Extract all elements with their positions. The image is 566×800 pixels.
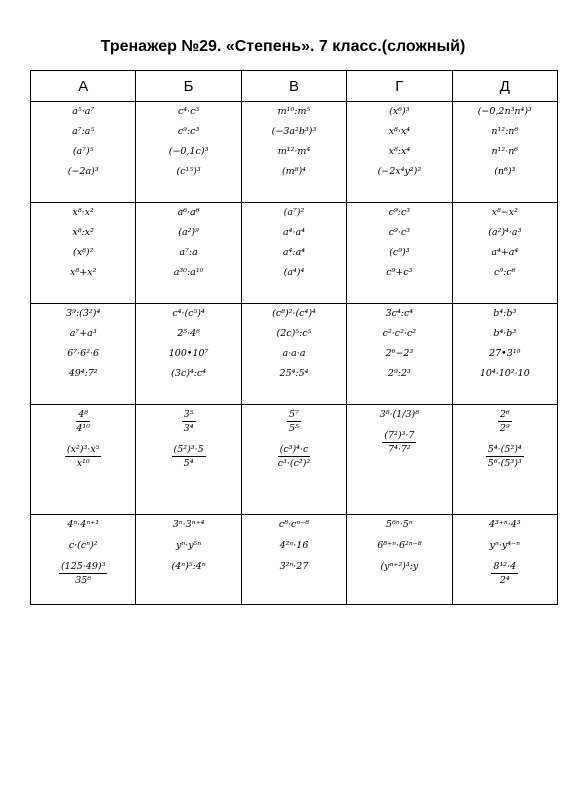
fraction-expression: [486, 444, 524, 469]
numerator: 8¹²·4: [493, 561, 517, 572]
table-cell: [452, 102, 557, 203]
table-cell: [347, 304, 452, 405]
numerator: 5⁴·(5²)⁴: [487, 444, 522, 455]
table-row: [31, 102, 558, 203]
expression: 3ⁿ·3ⁿ⁺⁴: [172, 519, 205, 530]
expression: 3c⁴:c⁴: [385, 308, 414, 319]
numerator: (5²)³·5: [173, 444, 204, 455]
fraction: [486, 444, 524, 469]
fraction-expression: [59, 561, 107, 586]
column-header-d: Д: [452, 71, 557, 102]
numerator: (c³)⁴·c: [279, 444, 309, 455]
cell-expressions: [136, 515, 240, 572]
expression: yⁿ·y⁵ⁿ: [175, 540, 202, 551]
fraction-expression: [287, 409, 301, 434]
fraction: [172, 444, 206, 469]
header-row: [31, 71, 558, 102]
expression: 5⁶ⁿ·5ⁿ: [386, 519, 413, 530]
expression: c⁸·cⁿ⁻⁸: [278, 519, 310, 530]
table-cell: [241, 515, 346, 605]
denominator: 5⁴: [183, 458, 194, 469]
numerator: 2⁶: [499, 409, 510, 420]
expression: x⁸+x²: [70, 267, 97, 278]
fraction: [182, 409, 196, 434]
expression: (2c)⁵:c⁵: [276, 328, 312, 339]
table-cell: [31, 405, 136, 515]
fraction-expression: [276, 444, 313, 469]
expression: a³⁰:a¹⁰: [173, 267, 204, 278]
denominator: 2⁴: [499, 575, 510, 586]
denominator: 7⁴·7²: [388, 444, 411, 455]
expression: c²·c²·c²: [382, 328, 417, 339]
numerator: 4⁸: [78, 409, 89, 420]
denominator: x¹⁰: [76, 458, 90, 469]
cell-expressions: [347, 304, 451, 379]
expression: c⁹:c³: [177, 126, 200, 137]
expression: (a²)⁹: [178, 227, 199, 238]
table-row: [31, 515, 558, 605]
expression: 6⁷·6²·6: [67, 348, 100, 359]
table-row: [31, 304, 558, 405]
table-row: [31, 405, 558, 515]
table-cell: [31, 203, 136, 304]
expression: c⁹:c³: [388, 207, 411, 218]
table-cell: [31, 102, 136, 203]
expression: a⁷:a⁵: [72, 126, 95, 137]
numerator: 5⁷: [289, 409, 299, 420]
table-cell: [347, 203, 452, 304]
table-cell: [241, 102, 346, 203]
table-cell: [136, 405, 241, 515]
expression: (−3a²b³)³: [271, 126, 317, 137]
expression: a⁶·a⁶: [177, 207, 200, 218]
page-title: Тренажер №29. «Степень». 7 класс.(сложный): [100, 38, 466, 55]
cell-expressions: [242, 515, 346, 572]
column-header-b: Б: [136, 71, 241, 102]
expression: 49⁴:7²: [68, 368, 98, 379]
expression: a⁷+a³: [69, 328, 97, 339]
expression: 3⁸·(1/3)⁸: [379, 409, 420, 420]
table-cell: [136, 203, 241, 304]
expression: 27•3¹⁰: [489, 348, 521, 359]
expression: (m⁸)⁴: [281, 166, 306, 177]
cell-expressions: [136, 203, 240, 278]
fraction: [498, 409, 512, 434]
table-row: [31, 203, 558, 304]
expression: n¹²·n⁶: [491, 146, 519, 157]
cell-expressions: [31, 405, 135, 469]
fraction-expression: [182, 409, 196, 434]
cell-expressions: [347, 102, 451, 177]
expression: b⁴·b³: [493, 328, 517, 339]
table-cell: [136, 515, 241, 605]
fraction: [59, 561, 107, 586]
table-cell: [347, 405, 452, 515]
expression: (−0,1c)³: [168, 146, 209, 157]
cell-expressions: [347, 515, 451, 572]
expression: (−2x⁴y²)²: [377, 166, 422, 177]
table-cell: [136, 102, 241, 203]
expression: (−2a)³: [67, 166, 99, 177]
expression: x⁸:x⁴: [388, 146, 411, 157]
cell-expressions: [242, 304, 346, 379]
cell-expressions: [31, 203, 135, 278]
expression: (a²)⁴·a³: [488, 227, 522, 238]
numerator: (125·49)³: [60, 561, 106, 572]
expression: c⁴·(c⁵)⁴: [172, 308, 205, 319]
expression: c⁴·c³: [177, 106, 200, 117]
cell-expressions: [453, 515, 557, 586]
expression: x⁸:x²: [72, 227, 94, 238]
expression: (c⁸)²·(c⁴)⁴: [272, 308, 316, 319]
expression: 4ⁿ·4ⁿ⁺¹: [67, 519, 100, 530]
fraction-expression: [65, 444, 102, 469]
denominator: 4¹⁰: [76, 423, 91, 434]
exercise-table: [30, 70, 558, 605]
expression: b⁴:b³: [493, 308, 517, 319]
column-header-v: В: [241, 71, 346, 102]
cell-expressions: [242, 203, 346, 278]
fraction: [491, 561, 518, 586]
cell-expressions: [31, 515, 135, 586]
fraction-expression: [491, 561, 518, 586]
denominator: c³·(c²)²: [277, 458, 311, 469]
expression: c⁹·c³: [388, 227, 410, 238]
numerator: 3⁵: [183, 409, 194, 420]
column-header-g: Г: [347, 71, 452, 102]
denominator: 5⁶·(5³)³: [487, 458, 522, 469]
expression: a·a·a: [282, 348, 306, 359]
cell-expressions: [31, 304, 135, 379]
expression: n¹²:n⁶: [491, 126, 519, 137]
expression: (x⁸)²: [73, 247, 94, 258]
expression: 3²ⁿ·27: [279, 561, 309, 572]
numerator: (x²)³·x⁵: [66, 444, 100, 455]
fraction-expression: [498, 409, 512, 434]
fraction-expression: [172, 444, 206, 469]
expression: a⁴:a⁴: [282, 247, 306, 258]
expression: (−0,2n³n⁴)³: [477, 106, 532, 117]
expression: 3⁹:(3²)⁴: [66, 308, 101, 319]
expression: x⁸·x⁴: [388, 126, 411, 137]
table-cell: [347, 515, 452, 605]
expression: 25⁴:5⁴: [279, 368, 309, 379]
expression: (a⁷)²: [283, 207, 305, 218]
table-cell: [452, 304, 557, 405]
expression: (a⁴)⁴: [283, 267, 305, 278]
table-cell: [31, 304, 136, 405]
cell-expressions: [453, 304, 557, 379]
expression: (4ⁿ)⁵:4ⁿ: [171, 561, 206, 572]
expression: m¹²·m⁴: [277, 146, 311, 157]
expression: c⁹:c⁶: [494, 267, 516, 278]
fraction: [287, 409, 301, 434]
cell-expressions: [136, 405, 240, 469]
expression: yⁿ·y⁴⁻ⁿ: [489, 540, 520, 551]
fraction: [74, 409, 92, 434]
numerator: (7²)³·7: [384, 430, 415, 441]
cell-expressions: [453, 405, 557, 469]
cell-expressions: [242, 102, 346, 177]
expression: 100•10⁷: [168, 348, 209, 359]
table-cell: [452, 515, 557, 605]
expression: 2⁵·4⁶: [177, 328, 200, 339]
fraction: [65, 444, 102, 469]
expression: 2⁹:2³: [387, 368, 411, 379]
cell-expressions: [347, 405, 451, 455]
fraction: [276, 444, 313, 469]
table-cell: [241, 304, 346, 405]
cell-expressions: [453, 203, 557, 278]
fraction: [382, 430, 416, 455]
expression: (a⁷)⁵: [72, 146, 94, 157]
expression: 4²ⁿ·16: [279, 540, 309, 551]
expression: 6⁸⁺ⁿ·6²ⁿ⁻⁸: [377, 540, 422, 551]
expression: m¹⁰:m⁵: [277, 106, 311, 117]
expression: 10⁴·10²·10: [479, 368, 530, 379]
cell-expressions: [242, 405, 346, 469]
expression: (yⁿ⁺²)³:y: [380, 561, 419, 572]
cell-expressions: [136, 102, 240, 177]
table-cell: [136, 304, 241, 405]
table-cell: [452, 203, 557, 304]
expression: (c¹⁵)³: [176, 166, 201, 177]
expression: c⁹+c³: [386, 267, 413, 278]
expression: (x⁶)³: [389, 106, 410, 117]
table-cell: [31, 515, 136, 605]
denominator: 5⁵: [289, 423, 299, 434]
expression: a⁷:a: [179, 247, 198, 258]
cell-expressions: [31, 102, 135, 177]
expression: (c⁹)³: [389, 247, 410, 258]
column-header-a: А: [31, 71, 136, 102]
expression: a⁵·a⁷: [72, 106, 95, 117]
table-cell: [347, 102, 452, 203]
denominator: 2⁹: [499, 423, 510, 434]
cell-expressions: [347, 203, 451, 278]
table-cell: [241, 405, 346, 515]
table-cell: [241, 203, 346, 304]
expression: x⁸·x²: [72, 207, 94, 218]
expression: 2⁶−2³: [385, 348, 414, 359]
expression: 4³⁺ⁿ·4³: [488, 519, 521, 530]
fraction-expression: [74, 409, 92, 434]
exercise-rows: [31, 102, 558, 605]
expression: c·(cⁿ)²: [68, 540, 98, 551]
expression: a⁴+a⁴: [491, 247, 519, 258]
cell-expressions: [136, 304, 240, 379]
expression: (n⁶)³: [494, 166, 516, 177]
cell-expressions: [453, 102, 557, 177]
denominator: 35⁶: [75, 575, 92, 586]
expression: x⁸−x²: [491, 207, 518, 218]
expression: (3c)⁴:c⁴: [171, 368, 207, 379]
denominator: 3⁴: [183, 423, 194, 434]
table-cell: [452, 405, 557, 515]
expression: a⁴·a⁴: [282, 227, 305, 238]
fraction-expression: [382, 430, 416, 455]
